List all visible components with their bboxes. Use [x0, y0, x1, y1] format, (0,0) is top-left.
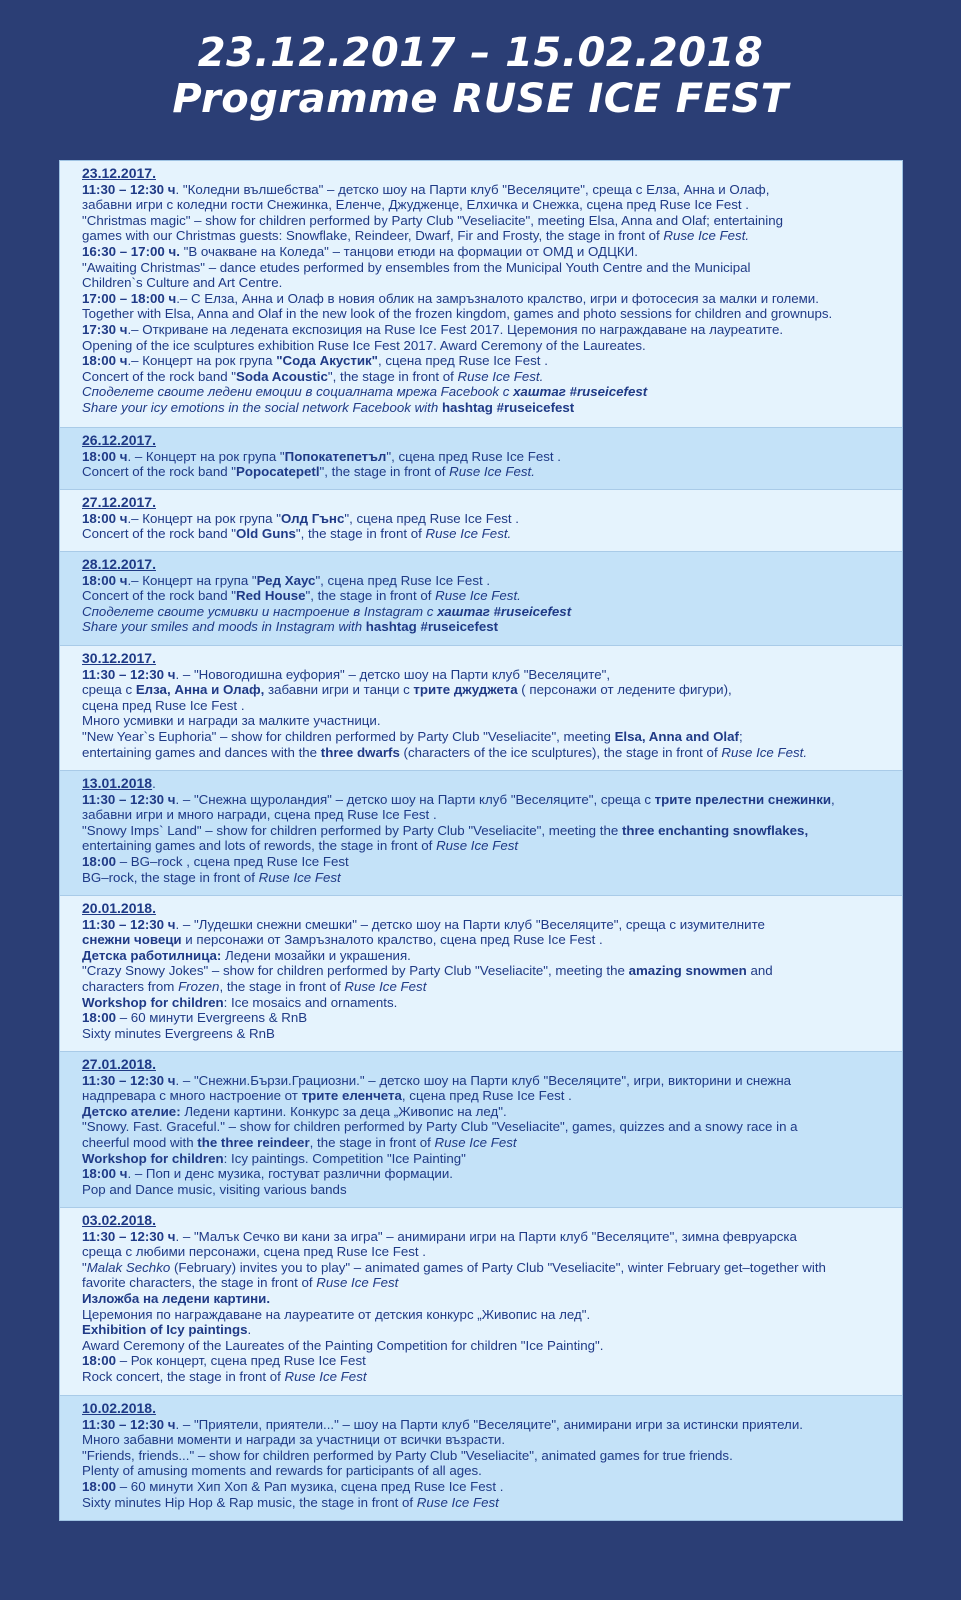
event-line — [82, 228, 894, 244]
event-text: ( персонажи от ледените фигури), — [517, 682, 732, 698]
event-text: . – "Малък Сечко ви кани за игра" – анимирани игри на Парти клуб "Веселяците", зимна февруарска — [175, 1228, 797, 1244]
programme-day — [60, 490, 902, 552]
event-line — [82, 1229, 894, 1245]
day-date: 27.12.2017. — [82, 494, 156, 510]
event-line — [82, 1432, 894, 1448]
event-line — [82, 995, 894, 1011]
event-text: среща с любими персонажи, сцена пред Ruse Ice Fest . — [82, 1244, 426, 1260]
italic-text: Ruse Ice Fest. — [435, 588, 521, 604]
programme-day — [60, 1052, 902, 1208]
bold-text: 11:30 – 12:30 ч — [82, 1072, 176, 1088]
event-text: , the stage in front of — [219, 978, 345, 994]
event-text: , — [831, 791, 835, 807]
event-text: . – Концерт на рок група " — [127, 448, 285, 464]
event-text: забавни игри с коледни гости Снежинка, Еленче, Джудженце, Елхичка и Снежка, сцена пред Ruse Ice Fest . — [82, 197, 749, 213]
event-text: Sixty minutes Evergreens & RnB — [82, 1025, 275, 1041]
event-line — [82, 1338, 894, 1354]
event-line — [82, 979, 894, 995]
event-text: favorite characters, the stage in front of — [82, 1275, 317, 1291]
event-text: Concert of the rock band " — [82, 368, 237, 384]
event-text: . – "Новогодишна еуфория" – детско шоу на Парти клуб "Веселяците", — [175, 666, 611, 682]
event-text: среща с — [82, 682, 136, 698]
event-text: забавни игри и танци с — [264, 682, 414, 698]
italic-text: Malak Sechko — [86, 1259, 171, 1275]
event-text: забавни игри и много награди, сцена пред Ruse Ice Fest . — [82, 807, 437, 823]
programme-day — [60, 646, 902, 771]
day-date-line — [82, 1057, 894, 1073]
event-text: "New Year`s Euphoria" – show for children performed by Party Club "Veseliacite", meeting — [82, 728, 615, 744]
event-text: entertaining games and lots of rewords, the stage in front of — [82, 838, 437, 854]
event-text: .– Откриване на ледената експозиция на Ruse Ice Fest 2017. Церемония по награждаване на лауреатите. — [127, 321, 784, 337]
bold-text: Soda Acoustic — [236, 368, 328, 384]
event-line — [82, 1260, 894, 1276]
bold-text: 16:30 – 17:00 ч. — [82, 243, 180, 259]
hashtag-text: хаштаг #ruseicefest — [437, 603, 572, 619]
event-text: "Crazy Snowy Jokes" – show for children performed by Party Club "Veseliacite", meeting the — [82, 963, 629, 979]
italic-text: Ruse Ice Fest. — [663, 228, 750, 244]
event-text: ", the stage in front of — [319, 464, 450, 480]
day-date-line — [82, 901, 894, 917]
event-line — [82, 963, 894, 979]
bold-text: Ред Хаус — [256, 572, 316, 588]
bold-text: three enchanting snowflakes, — [621, 822, 809, 838]
italic-text: Share your icy emotions in the social network Facebook with — [82, 399, 442, 415]
event-line — [82, 838, 894, 854]
bold-text: hashtag #ruseicefest — [365, 619, 499, 635]
event-line — [82, 1166, 894, 1182]
bold-text: Workshop for children — [82, 994, 224, 1010]
programme-day — [60, 1208, 902, 1396]
day-date-line — [82, 776, 894, 792]
bold-text: 18:00 ч — [82, 572, 128, 588]
event-line — [82, 1463, 894, 1479]
hashtag-text: хаштаг #ruseicefest — [513, 384, 648, 400]
event-text: "Snowy. Fast. Graceful." – show for children performed by Party Club "Veseliacite", games, quizzes and a snowy race in a — [82, 1119, 798, 1135]
event-line — [82, 244, 894, 260]
event-line — [82, 588, 894, 604]
programme-title: Programme RUSE ICE FEST — [172, 76, 789, 122]
bold-text: трите джуджета — [413, 682, 518, 698]
event-line — [82, 1417, 894, 1433]
programme-day — [60, 896, 902, 1052]
event-line — [82, 1104, 894, 1120]
bold-text: 18:00 — [82, 1478, 117, 1494]
event-text: ", сцена пред Ruse Ice Fest . — [386, 448, 561, 464]
event-text: cheerful mood with — [82, 1134, 198, 1150]
italic-text: Споделете своите усмивки и настроение в Instagram с — [82, 603, 438, 619]
event-line — [82, 619, 894, 635]
event-line — [82, 1182, 894, 1198]
event-line — [82, 667, 894, 683]
bold-text: 11:30 – 12:30 ч — [82, 916, 176, 932]
day-date-line — [82, 557, 894, 573]
day-date: 13.01.2018 — [82, 775, 153, 791]
bold-text: Елза, Анна и Олаф, — [135, 682, 265, 698]
event-line — [82, 197, 894, 213]
bold-text: снежни човеци — [82, 932, 182, 948]
event-line — [82, 1073, 894, 1089]
page-header — [0, 0, 961, 122]
event-text: . — [152, 776, 156, 791]
event-line — [82, 1322, 894, 1338]
event-text: и персонажи от Замръзналото кралство, сцена пред Ruse Ice Fest . — [181, 932, 603, 948]
event-text: entertaining games and dances with the — [82, 744, 321, 760]
bold-text: трите еленчета — [301, 1088, 402, 1104]
event-text: Много забавни моменти и награди за участници от всички възрасти. — [82, 1432, 506, 1448]
event-text: . — [247, 1322, 252, 1338]
bold-text: the three reindeer — [197, 1134, 310, 1150]
bold-text: "Сода Акустик" — [276, 353, 378, 369]
day-date: 20.01.2018. — [82, 900, 156, 916]
event-line — [82, 526, 894, 542]
event-text: games with our Christmas guests: Snowflake, Reindeer, Dwarf, Fir and Frosty, the stage in front of — [82, 228, 664, 244]
event-line — [82, 338, 894, 354]
event-line — [82, 400, 894, 416]
event-text: .– Концерт на рок група " — [127, 510, 281, 526]
event-line — [82, 384, 894, 400]
event-line — [82, 322, 894, 338]
event-line — [82, 464, 894, 480]
day-date-line — [82, 166, 894, 182]
event-line — [82, 1119, 894, 1135]
bold-text: 18:00 — [82, 1010, 117, 1026]
event-line — [82, 917, 894, 933]
event-line — [82, 604, 894, 620]
date-range-title: 23.12.2017 – 15.02.2018 — [197, 30, 764, 76]
bold-text: hashtag #ruseicefest — [441, 399, 575, 415]
italic-text: Ruse Ice Fest. — [721, 744, 808, 760]
event-line — [82, 854, 894, 870]
event-text: , сцена пред Ruse Ice Fest . — [377, 353, 548, 369]
day-date-line — [82, 1401, 894, 1417]
event-text: . – "Приятели, приятели..." – шоу на Парти клуб "Веселяците", анимирани игри за истински приятели. — [175, 1416, 803, 1432]
event-line — [82, 682, 894, 698]
event-line — [82, 713, 894, 729]
event-text: "В очакване на Коледа" – танцови етюди на формации от ОМД и ОДЦКИ. — [179, 243, 638, 259]
event-text: : Icy paintings. Competition "Ice Painting" — [223, 1150, 466, 1166]
italic-text: Ruse Ice Fest — [316, 1275, 399, 1291]
bold-text: 18:00 — [82, 1353, 117, 1369]
event-text: Children`s Culture and Art Centre. — [82, 275, 283, 291]
italic-text: Ruse Ice Fest. — [449, 464, 535, 480]
event-line — [82, 1369, 894, 1385]
event-text: Award Ceremony of the Laureates of the Painting Competition for children "Ice Painting". — [82, 1337, 604, 1353]
day-date: 23.12.2017. — [82, 165, 156, 181]
event-line — [82, 260, 894, 276]
event-text: "Snowy Imps` Land" – show for children performed by Party Club "Veseliacite", meeting the — [82, 822, 622, 838]
day-date: 03.02.2018. — [82, 1212, 156, 1228]
bold-text: Popocatepetl — [236, 464, 320, 480]
event-text: and — [746, 963, 773, 979]
event-text: ", сцена пред Ruse Ice Fest . — [315, 572, 491, 588]
programme-day — [60, 552, 902, 646]
bold-text: Детска работилница: — [82, 947, 222, 963]
italic-text: Ruse Ice Fest — [416, 1494, 499, 1510]
bold-text: 18:00 ч — [82, 353, 128, 369]
bold-text: 18:00 ч — [82, 1166, 128, 1182]
day-date: 30.12.2017. — [82, 650, 156, 666]
event-text: BG–rock, the stage in front of — [82, 869, 259, 885]
event-line — [82, 1151, 894, 1167]
bold-text: Попокатепетъл — [284, 448, 387, 464]
event-text: .– С Елза, Анна и Олаф в новия облик на замръзналото кралство, игри и фотосесия за малки и големи. — [176, 290, 819, 306]
event-line — [82, 948, 894, 964]
event-text: Sixty minutes Hip Hop & Rap music, the stage in front of — [82, 1494, 417, 1510]
event-text: – 60 минути Evergreens & RnB — [116, 1010, 308, 1026]
event-text: – 60 минути Хип Хоп & Рап музика, сцена пред Ruse Ice Fest . — [116, 1478, 504, 1494]
event-text: . – "Снежна щуроландия" – детско шоу на Парти клуб "Веселяците", среща с — [175, 791, 655, 807]
event-line — [82, 511, 894, 527]
event-line — [82, 1010, 894, 1026]
event-text: Concert of the rock band " — [82, 464, 237, 480]
bold-text: Elsa, Anna and Olaf — [614, 728, 739, 744]
event-line — [82, 1307, 894, 1323]
event-text: Plenty of amusing moments and rewards for participants of all ages. — [82, 1463, 482, 1479]
event-text: . – "Снежни.Бързи.Грациозни." – детско шоу на Парти клуб "Веселяците", игри, викторини и снежна — [175, 1072, 792, 1088]
event-text: Церемония по награждаване на лауреатите от детския конкурс „Живопис на лед". — [82, 1306, 591, 1322]
event-line — [82, 745, 894, 761]
event-text: "Awaiting Christmas" – dance etudes performed by ensembles from the Municipal Youth Centre and the Municipal — [82, 259, 751, 275]
event-line — [82, 1088, 894, 1104]
day-date-line — [82, 651, 894, 667]
event-text: (characters of the ice sculptures), the stage in front of — [399, 744, 722, 760]
event-line — [82, 823, 894, 839]
day-date-line — [82, 495, 894, 511]
programme-day — [60, 428, 902, 490]
bold-text: Детско ателие: — [82, 1103, 181, 1119]
day-date: 27.01.2018. — [82, 1056, 156, 1072]
bold-text: Олд Гънс — [280, 510, 345, 526]
event-text: characters from — [82, 978, 179, 994]
programme-list — [59, 160, 903, 1521]
event-line — [82, 306, 894, 322]
event-line — [82, 1495, 894, 1511]
day-date-line — [82, 1213, 894, 1229]
event-line — [82, 698, 894, 714]
bold-text: 18:00 — [82, 853, 117, 869]
event-line — [82, 1448, 894, 1464]
event-text: Concert of the rock band " — [82, 526, 237, 542]
programme-day — [60, 1396, 902, 1520]
event-text: Pop and Dance music, visiting various bands — [82, 1181, 347, 1197]
event-text: " — [82, 1259, 87, 1275]
event-text: .– Концерт на рок група — [127, 353, 277, 369]
event-text: : Ice mosaics and ornaments. — [223, 994, 398, 1010]
event-text: Rock concert, the stage in front of — [82, 1368, 285, 1384]
italic-text: Ruse Ice Fest — [258, 869, 341, 885]
event-line — [82, 1275, 894, 1291]
bold-text: Exhibition of Icy paintings — [82, 1322, 248, 1338]
event-line — [82, 1026, 894, 1042]
event-line — [82, 369, 894, 385]
bold-text: Изложба на ледени картини. — [82, 1290, 271, 1306]
event-line — [82, 729, 894, 745]
bold-text: трите прелестни снежинки — [654, 791, 832, 807]
day-date: 10.02.2018. — [82, 1400, 156, 1416]
bold-text: 11:30 – 12:30 ч — [82, 791, 176, 807]
event-text: сцена пред Ruse Ice Fest . — [82, 697, 245, 713]
event-text: Много усмивки и награди за малките участници. — [82, 713, 381, 729]
bold-text: Old Guns — [236, 526, 296, 542]
bold-text: 11:30 – 12:30 ч — [82, 181, 176, 197]
bold-text: Workshop for children — [82, 1150, 224, 1166]
bold-text: three dwarfs — [320, 744, 400, 760]
event-line — [82, 353, 894, 369]
event-text: ", the stage in front of — [295, 526, 426, 542]
event-line — [82, 573, 894, 589]
day-date: 26.12.2017. — [82, 432, 156, 448]
event-line — [82, 182, 894, 198]
programme-day — [60, 161, 902, 428]
bold-text: 11:30 – 12:30 ч — [82, 666, 176, 682]
event-text: , сцена пред Ruse Ice Fest . — [401, 1088, 572, 1104]
italic-text: Споделете своите ледени емоции в социалната мрежа Facebook с — [82, 384, 514, 400]
event-text: – BG–rock , сцена пред Ruse Ice Fest — [116, 853, 349, 869]
italic-text: Ruse Ice Fest — [344, 978, 427, 994]
bold-text: 17:30 ч — [82, 321, 128, 337]
event-line — [82, 291, 894, 307]
event-line — [82, 449, 894, 465]
event-text: Concert of the rock band " — [82, 588, 237, 604]
italic-text: Ruse Ice Fest — [284, 1368, 367, 1384]
event-line — [82, 792, 894, 808]
day-date: 28.12.2017. — [82, 556, 156, 572]
event-text: – Рок концерт, сцена пред Ruse Ice Fest — [116, 1353, 366, 1369]
event-text: ", the stage in front of — [305, 588, 436, 604]
italic-text: Ruse Ice Fest — [434, 1134, 517, 1150]
italic-text: Frozen — [178, 978, 220, 994]
italic-text: Ruse Ice Fest. — [457, 368, 544, 384]
bold-text: 18:00 ч — [82, 510, 128, 526]
event-text: Opening of the ice sculptures exhibition Ruse Ice Fest 2017. Award Ceremony of the Laureates. — [82, 337, 646, 353]
event-line — [82, 1135, 894, 1151]
event-line — [82, 807, 894, 823]
event-text: "Friends, friends..." – show for children performed by Party Club "Veseliacite", animated games for true friends. — [82, 1447, 733, 1463]
event-line — [82, 932, 894, 948]
event-text: , the stage in front of — [309, 1134, 435, 1150]
event-text: надпревара с много настроение от — [82, 1088, 302, 1104]
event-text: . – "Лудешки снежни смешки" – детско шоу на Парти клуб "Веселяците", среща с изумителните — [175, 916, 765, 932]
event-line — [82, 1291, 894, 1307]
event-text: Ледени мозайки и украшения. — [221, 947, 411, 963]
event-line — [82, 1353, 894, 1369]
bold-text: amazing snowmen — [628, 963, 747, 979]
event-text: "Christmas magic" – show for children performed by Party Club "Veseliacite", meeting Elsa, Anna and Olaf; entertaining — [82, 212, 784, 228]
italic-text: Ruse Ice Fest. — [425, 526, 512, 542]
event-text: ", сцена пред Ruse Ice Fest . — [344, 510, 519, 526]
event-line — [82, 870, 894, 886]
event-line — [82, 275, 894, 291]
italic-text: Ruse Ice Fest — [436, 838, 519, 854]
event-text: (February) invites you to play" – animated games of Party Club "Veseliacite", winter February get–together with — [170, 1259, 826, 1275]
bold-text: 11:30 – 12:30 ч — [82, 1416, 176, 1432]
bold-text: 18:00 ч — [82, 448, 128, 464]
event-line — [82, 1244, 894, 1260]
event-text: .– Концерт на група " — [127, 572, 257, 588]
event-text: ", the stage in front of — [327, 368, 458, 384]
bold-text: Red House — [236, 588, 306, 604]
event-text: . "Коледни вълшебства" – детско шоу на Парти клуб "Веселяците", среща с Елза, Анна и Олаф, — [175, 181, 770, 197]
event-line — [82, 1479, 894, 1495]
day-date-line — [82, 433, 894, 449]
bold-text: 17:00 – 18:00 ч — [82, 290, 177, 306]
event-text: . – Поп и денс музика, гостуват различни формации. — [127, 1166, 453, 1182]
programme-day — [60, 771, 902, 896]
event-text: Ледени картини. Конкурс за деца „Живопис на лед". — [180, 1103, 507, 1119]
bold-text: 11:30 – 12:30 ч — [82, 1228, 176, 1244]
italic-text: Share your smiles and moods in Instagram with — [82, 619, 366, 635]
event-text: Together with Elsa, Anna and Olaf in the new look of the frozen kingdom, games and photo sessions for children and grownups. — [82, 306, 833, 322]
event-line — [82, 213, 894, 229]
event-text: ; — [738, 728, 743, 744]
